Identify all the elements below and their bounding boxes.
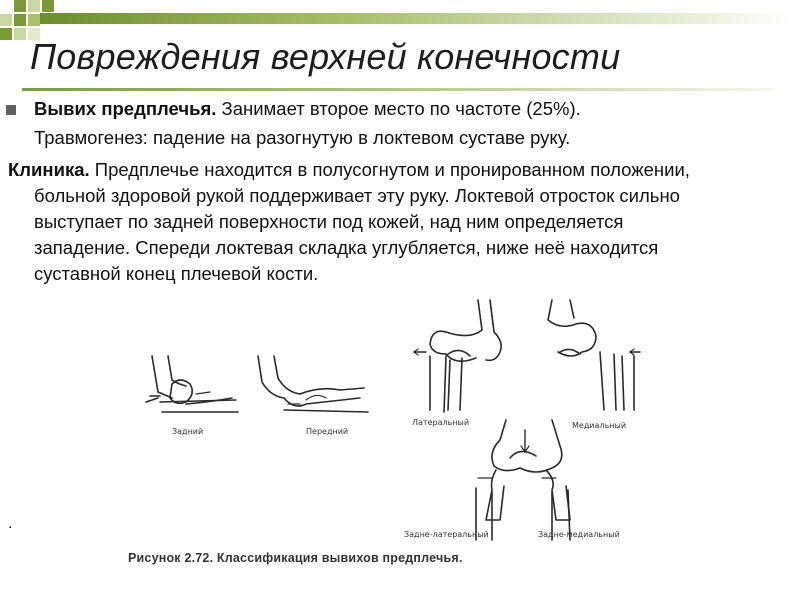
clinic-heading: Клиника. (8, 159, 90, 180)
medial-dislocation-drawing (548, 300, 640, 410)
label-posterolateral: Задне-латеральный (404, 530, 489, 539)
anterior-dislocation-drawing (258, 356, 368, 412)
stray-mark: . (8, 515, 13, 532)
clinic-line-2: больной здоровой рукой поддерживает эту руку. Локтевой отросток сильно (34, 185, 680, 206)
label-posteromedial: Задне-медиальный (538, 530, 620, 539)
label-posterior: Задний (172, 427, 204, 436)
clinic-line-5: суставной конец плечевой кости. (34, 263, 319, 284)
label-medial: Медиальный (572, 421, 627, 430)
mechanism-text: Травмогенез: падение на разогнутую в локтевом суставе руку. (34, 127, 571, 148)
label-lateral: Латеральный (412, 418, 470, 427)
posterior-combined-drawing (476, 420, 570, 540)
slide-title: Повреждения верхней конечности (30, 36, 621, 77)
clinic-line-4: западение. Спереди локтевая складка углубляется, ниже неё находится (34, 237, 659, 258)
clinic-line-1: Клиника. Предплечье находится в полусогнутом и пронированном положении, (8, 159, 690, 180)
label-anterior: Передний (306, 427, 349, 436)
figure-caption: Рисунок 2.72. Классификация вывихов предплечья. (128, 551, 463, 565)
clinic-line-3: выступает по задней поверхности под кожей, над ним определяется (34, 211, 624, 232)
lateral-dislocation-drawing (414, 300, 501, 412)
posterior-dislocation-drawing (146, 356, 238, 412)
section-text: Занимает второе место по частоте (25%). (216, 98, 581, 119)
section-heading: Вывих предплечья. (34, 98, 217, 119)
